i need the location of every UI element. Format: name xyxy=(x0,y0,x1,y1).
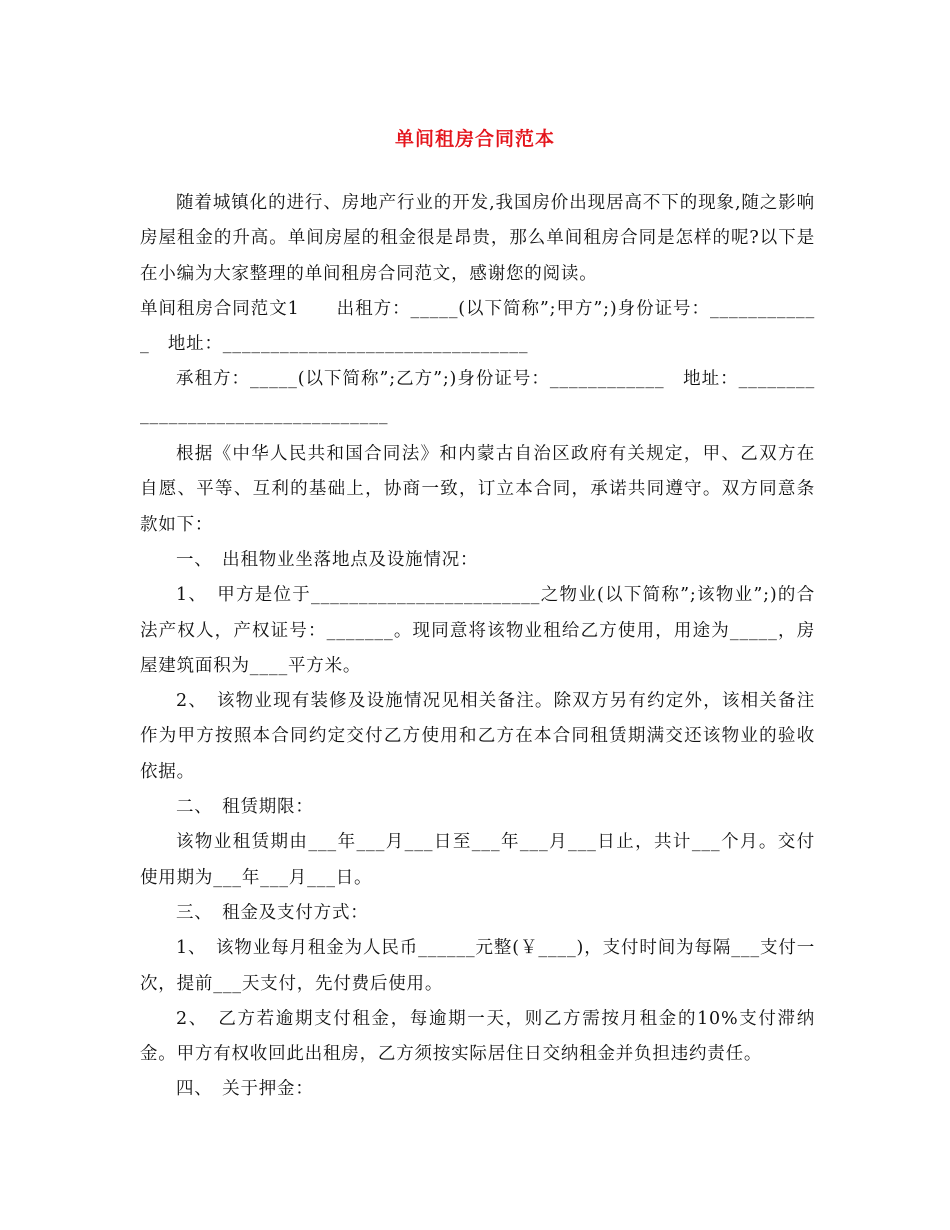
clause-paragraph: 该物业租赁期由___年___月___日至___年___月___日止，共计___个月。交付使用期为___年___月___日。 xyxy=(140,832,815,888)
intro-paragraph: 随着城镇化的进行、房地产行业的开发,我国房价出现居高不下的现象,随之影响房屋租金的升高。单间房屋的租金很是昂贵，那么单间租房合同是怎样的呢?以下是在小编为大家整理的单间租房合同范文，感谢您的阅读。 xyxy=(140,193,815,284)
lessor-line: 单间租房合同范文1 出租方：_____(以下简称”;甲方”;)身份证号：____________ 地址：________________________________ xyxy=(140,298,815,355)
clause-paragraph: 2、 乙方若逾期支付租金，每逾期一天，则乙方需按月租金的10%支付滞纳金。甲方有权收回此出租房，乙方须按实际居住日交纳租金并负担违约责任。 xyxy=(140,1008,815,1065)
clause-paragraph: 1、 甲方是位于________________________之物业(以下简称”;该物业”;)的合法产权人，产权证号：_______。现同意将该物业租给乙方使用，用途为_____，房屋建筑面积为____平方米。 xyxy=(140,585,815,676)
document-title: 单间租房合同范本 xyxy=(394,128,555,150)
clause-paragraph: 1、 该物业每月租金为人民币______元整(￥____)，支付时间为每隔___支付一次，提前___天支付，先付费后使用。 xyxy=(140,938,815,994)
legal-basis-paragraph: 根据《中华人民共和国合同法》和内蒙古自治区政府有关规定，甲、乙双方在自愿、平等、互利的基础上，协商一致，订立本合同，承诺共同遵守。双方同意条款如下： xyxy=(140,444,815,535)
document-body xyxy=(140,186,815,1108)
clause-paragraph: 2、 该物业现有装修及设施情况见相关备注。除双方另有约定外，该相关备注作为甲方按照本合同约定交付乙方使用和乙方在本合同租赁期满交还该物业的验收依据。 xyxy=(140,691,815,782)
section-heading: 二、 租赁期限： xyxy=(176,797,314,818)
section-heading: 三、 租金及支付方式： xyxy=(176,902,369,923)
section-heading: 一、 出租物业坐落地点及设施情况： xyxy=(176,549,479,570)
lessee-line: 承租方：_____(以下简称”;乙方”;)身份证号：____________ 地址：__________________________________ xyxy=(140,369,815,425)
section-heading: 四、 关于押金： xyxy=(176,1079,314,1100)
